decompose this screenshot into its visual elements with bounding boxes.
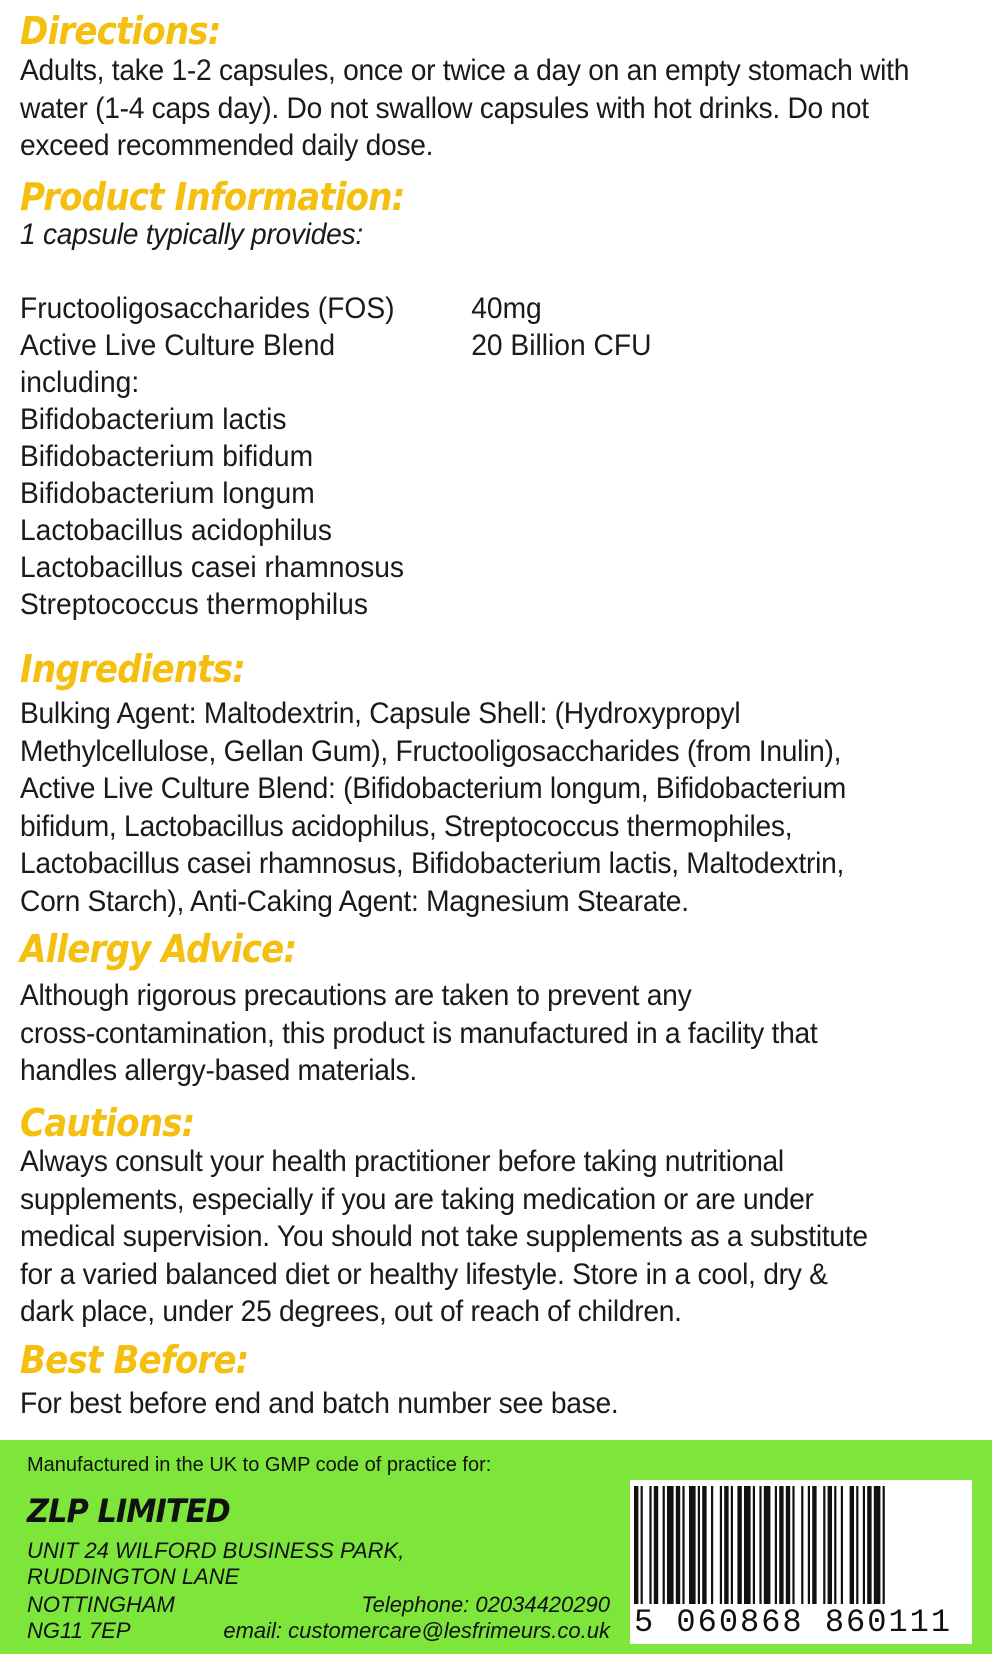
- barcode-bar: [775, 1486, 777, 1604]
- barcode-bar: [641, 1486, 643, 1604]
- barcode-digits: 5 060868 860111: [634, 1604, 953, 1641]
- cautions-line: Always consult your health practitioner before taking nutritional: [20, 1145, 784, 1178]
- barcode-bar: [737, 1486, 741, 1604]
- directions-line: water (1-4 caps day). Do not swallow capsules with hot drinks. Do not: [20, 91, 869, 125]
- cautions-line: supplements, especially if you are taking medication or are under: [20, 1182, 814, 1216]
- ingredients-line: bifidum, Lactobacillus acidophilus, Streptococcus thermophiles,: [20, 809, 793, 843]
- barcode-bar: [823, 1486, 825, 1604]
- nutrient-value: 20 Billion CFU: [471, 329, 652, 362]
- barcode-bar: [883, 1486, 885, 1604]
- directions-line: exceed recommended daily dose.: [20, 129, 434, 162]
- barcode-bar: [689, 1486, 696, 1604]
- barcode-bar: [702, 1486, 706, 1604]
- cautions-line: dark place, under 25 degrees, out of reach of children.: [20, 1295, 682, 1328]
- barcode-bar: [764, 1486, 771, 1604]
- strain-item: Bifidobacterium longum: [20, 477, 315, 510]
- barcode-bar: [828, 1486, 832, 1604]
- best-before-text: [20, 1385, 894, 1423]
- nutrient-value: 40mg: [471, 292, 542, 325]
- allergy-line: handles allergy-based materials.: [20, 1054, 417, 1087]
- strain-item: Bifidobacterium bifidum: [20, 440, 314, 473]
- barcode-bar: [654, 1486, 658, 1604]
- strain-item: Streptococcus thermophilus: [20, 588, 368, 621]
- barcode-bar: [874, 1486, 881, 1604]
- allergy-text: [20, 977, 894, 1090]
- barcode-bar: [786, 1486, 790, 1604]
- ingredients-line: Bulking Agent: Maltodextrin, Capsule Shell: (Hydroxypropyl: [20, 697, 741, 730]
- barcode-bar: [759, 1486, 761, 1604]
- ingredients-line: Lactobacillus casei rhamnosus, Bifidobacterium lactis, Maltodextrin,: [20, 847, 845, 880]
- barcode-bar: [682, 1486, 684, 1604]
- strain-item: Lactobacillus acidophilus: [20, 514, 332, 547]
- directions-line: Adults, take 1-2 capsules, once or twice a day on an empty stomach with: [20, 54, 910, 87]
- cautions-heading: Cautions:: [20, 1101, 195, 1145]
- barcode-bar: [663, 1486, 665, 1604]
- barcode-bar: [867, 1486, 871, 1604]
- barcode-bar: [649, 1486, 651, 1604]
- email: email: customercare@lesfrimeurs.co.uk: [223, 1618, 610, 1643]
- barcode-bar: [801, 1486, 803, 1604]
- barcode: [630, 1480, 972, 1644]
- manufactured-statement: Manufactured in the UK to GMP code of practice for:: [27, 1454, 492, 1476]
- product-info-heading: Product Information:: [20, 175, 405, 219]
- nutrient-name: Active Live Culture Blend: [20, 329, 336, 362]
- ingredients-line: Methylcellulose, Gellan Gum), Fructooligosaccharides (from Inulin),: [20, 734, 842, 768]
- barcode-bar: [676, 1486, 680, 1604]
- ingredients-text: [20, 695, 894, 920]
- telephone: Telephone: 02034420290: [361, 1592, 610, 1617]
- barcode-bar: [863, 1486, 865, 1604]
- barcode-bar: [812, 1486, 816, 1604]
- cautions-line: medical supervision. You should not take supplements as a substitute: [20, 1220, 868, 1253]
- barcode-bars: [630, 1486, 972, 1604]
- nutrient-name: Fructooligosaccharides (FOS): [20, 292, 395, 325]
- barcode-bar: [792, 1486, 794, 1604]
- company-name: ZLP LIMITED: [27, 1492, 230, 1530]
- barcode-bar: [744, 1486, 751, 1604]
- manufacturer-footer: [0, 1440, 992, 1654]
- address-line: NG11 7EP: [27, 1618, 131, 1643]
- product-info-intro: [20, 216, 894, 254]
- address-line: NOTTINGHAM: [27, 1592, 175, 1617]
- directions-heading: Directions:: [20, 9, 221, 53]
- cautions-text: [20, 1143, 894, 1331]
- directions-text: [20, 52, 910, 165]
- barcode-bar: [779, 1486, 783, 1604]
- barcode-bar: [698, 1486, 700, 1604]
- allergy-line: Although rigorous precautions are taken to prevent any: [20, 979, 692, 1012]
- barcode-bar: [634, 1486, 638, 1604]
- ingredients-line: Corn Starch), Anti-Caking Agent: Magnesium Stearate.: [20, 884, 689, 918]
- ingredients-heading: Ingredients:: [20, 647, 245, 691]
- barcode-bar: [850, 1486, 854, 1604]
- ingredients-line: Active Live Culture Blend: (Bifidobacterium longum, Bifidobacterium: [20, 772, 846, 805]
- barcode-bar: [711, 1486, 713, 1604]
- product-info-intro-text: 1 capsule typically provides:: [20, 218, 363, 251]
- barcode-bar: [731, 1486, 733, 1604]
- barcode-bar: [720, 1486, 722, 1604]
- strain-item: Lactobacillus casei rhamnosus: [20, 551, 405, 584]
- strain-item: Bifidobacterium lactis: [20, 403, 287, 436]
- barcode-bar: [808, 1486, 810, 1604]
- address-line: RUDDINGTON LANE: [27, 1564, 240, 1589]
- best-before-heading: Best Before:: [20, 1338, 249, 1382]
- barcode-bar: [834, 1486, 836, 1604]
- allergy-line: cross-contamination, this product is manufactured in a facility that: [20, 1016, 818, 1050]
- barcode-bar: [841, 1486, 843, 1604]
- allergy-heading: Allergy Advice:: [20, 927, 297, 971]
- including-label: including:: [20, 366, 140, 399]
- barcode-bar: [667, 1486, 674, 1604]
- barcode-bar: [856, 1486, 858, 1604]
- address-line: UNIT 24 WILFORD BUSINESS PARK,: [27, 1538, 405, 1563]
- best-before-line: For best before end and batch number see base.: [20, 1387, 619, 1420]
- cautions-line: for a varied balanced diet or healthy lifestyle. Store in a cool, dry &: [20, 1257, 828, 1291]
- barcode-bar: [753, 1486, 755, 1604]
- barcode-bar: [724, 1486, 728, 1604]
